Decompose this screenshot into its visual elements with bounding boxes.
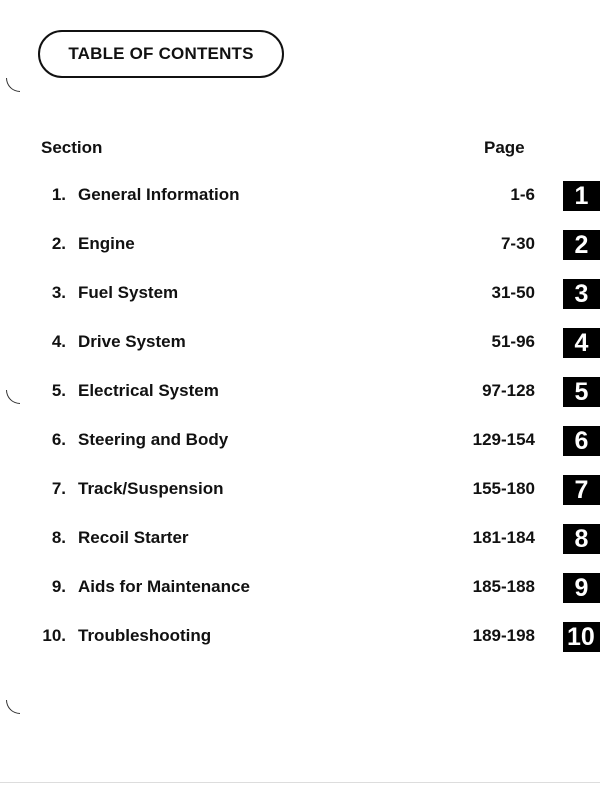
section-tab[interactable]: 6 <box>563 426 600 456</box>
entry-title[interactable]: Engine <box>78 234 135 253</box>
toc-entry[interactable] <box>0 524 600 554</box>
entry-page-range: 155-180 <box>472 479 535 498</box>
entry-number: 7. <box>51 479 66 498</box>
page-bottom-edge <box>0 782 600 783</box>
entry-title[interactable]: Drive System <box>78 332 186 351</box>
toc-entry[interactable] <box>0 475 600 505</box>
entry-number: 2. <box>51 234 66 253</box>
entry-number: 10. <box>42 626 66 645</box>
section-tab[interactable]: 5 <box>563 377 600 407</box>
entry-title[interactable]: Electrical System <box>78 381 219 400</box>
entry-number: 4. <box>51 332 66 351</box>
section-tab[interactable]: 9 <box>563 573 600 603</box>
entry-page-range: 1-6 <box>510 185 535 204</box>
entry-title[interactable]: Fuel System <box>78 283 179 302</box>
entry-page-range: 129-154 <box>472 430 535 449</box>
section-tab[interactable]: 1 <box>563 181 600 211</box>
toc-entry[interactable] <box>0 622 600 652</box>
entry-number: 1. <box>51 185 66 204</box>
toc-entry[interactable] <box>0 377 600 407</box>
entry-title[interactable]: Track/Suspension <box>78 479 224 498</box>
toc-entry[interactable] <box>0 573 600 603</box>
section-tab[interactable]: 8 <box>563 524 600 554</box>
toc-entry[interactable] <box>0 181 600 211</box>
page-column-header: Page <box>484 138 525 157</box>
toc-entry[interactable] <box>0 230 600 260</box>
entry-title[interactable]: Steering and Body <box>78 430 229 449</box>
entry-title[interactable]: General Information <box>78 185 240 204</box>
entry-page-range: 185-188 <box>472 577 535 596</box>
entry-page-range: 31-50 <box>491 283 535 302</box>
entry-number: 3. <box>51 283 66 302</box>
entry-title[interactable]: Aids for Maintenance <box>78 577 250 596</box>
toc-entry[interactable] <box>0 426 600 456</box>
entry-page-range: 51-96 <box>491 332 535 351</box>
entry-number: 5. <box>51 381 66 400</box>
title-box <box>38 30 284 78</box>
entry-number: 9. <box>51 577 66 596</box>
entry-number: 8. <box>51 528 66 547</box>
entry-title[interactable]: Recoil Starter <box>78 528 189 547</box>
section-tab[interactable]: 4 <box>563 328 600 358</box>
section-tab[interactable]: 7 <box>563 475 600 505</box>
entry-page-range: 181-184 <box>472 528 535 547</box>
binder-hole-mark-bottom <box>6 700 20 714</box>
entry-page-range: 7-30 <box>500 234 535 253</box>
entry-page-range: 189-198 <box>472 626 535 645</box>
section-column-header: Section <box>41 138 103 157</box>
entry-page-range: 97-128 <box>482 381 535 400</box>
section-tab[interactable]: 10 <box>563 622 600 652</box>
entry-number: 6. <box>51 430 66 449</box>
toc-entry[interactable] <box>0 328 600 358</box>
section-tab[interactable]: 2 <box>563 230 600 260</box>
page-title: TABLE OF CONTENTS <box>68 44 254 63</box>
entry-title[interactable]: Troubleshooting <box>78 626 212 645</box>
section-tab[interactable]: 3 <box>563 279 600 309</box>
binder-hole-mark-top <box>6 78 20 92</box>
toc-entry[interactable] <box>0 279 600 309</box>
